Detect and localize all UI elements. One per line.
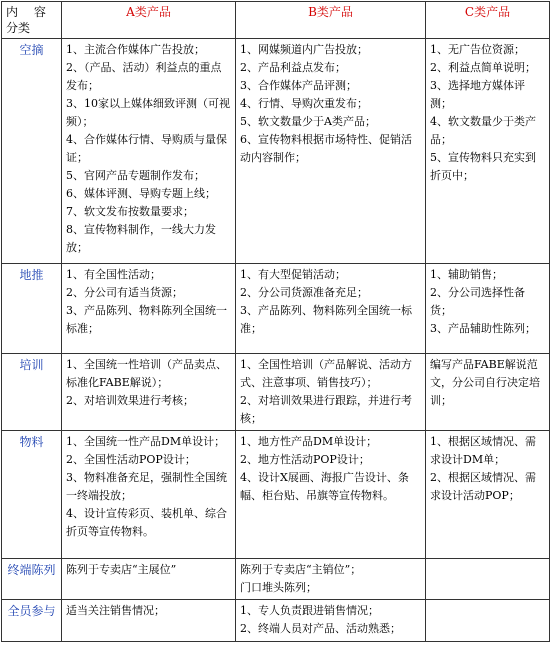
cell-line: 1、地方性产品DM单设计； xyxy=(240,435,378,448)
row-label: 物料 xyxy=(2,431,62,559)
cell-line: 3、合作媒体产品评测； xyxy=(240,79,357,92)
cell-line: 8、宣传物料制作，一线大力发放； xyxy=(66,223,216,254)
corner-header-line2: 分类 xyxy=(6,21,31,35)
cell-a xyxy=(62,600,236,642)
cell-line: 3、选择地方媒体评测； xyxy=(430,79,525,110)
cell-a xyxy=(62,354,236,431)
cell-line: 2、地方性活动POP设计； xyxy=(240,453,370,466)
cell-line: 6、宣传物料根据市场特性、促销活动内容制作； xyxy=(240,133,412,164)
cell-a xyxy=(62,39,236,264)
row-label: 地推 xyxy=(2,264,62,354)
cell-line: 2、产品利益点发布； xyxy=(240,61,346,74)
cell-line: 4、行情、导购次重发布； xyxy=(240,97,368,110)
row-label: 空摘 xyxy=(2,39,62,264)
cell-line: 6、媒体评测、导购专题上线； xyxy=(66,187,216,200)
cell-line: 3、物料准备充足，强制性全国统一终端投放； xyxy=(66,471,227,502)
cell-line: 适当关注销售情况； xyxy=(66,604,165,617)
cell-line: 2、终端人员对产品、活动熟悉； xyxy=(240,622,401,635)
cell-line: 1、专人负责跟进销售情况； xyxy=(240,604,379,617)
cell-a xyxy=(62,264,236,354)
cell-line: 4、设计宣传彩页、装机单、综合折页等宣传物料。 xyxy=(66,507,227,538)
cell-line: 3、产品陈列、物料陈列全国统一标准； xyxy=(66,304,227,335)
cell-line: 门口堆头陈列； xyxy=(240,581,317,594)
table-row xyxy=(2,559,550,600)
cell-b xyxy=(236,559,426,600)
cell-line: 5、软文数量少于A类产品； xyxy=(240,115,376,128)
table-row xyxy=(2,354,550,431)
cell-c xyxy=(426,559,550,600)
cell-line: 3、产品陈列、物料陈列全国统一标准； xyxy=(240,304,412,335)
cell-b xyxy=(236,431,426,559)
cell-b xyxy=(236,39,426,264)
cell-a xyxy=(62,559,236,600)
cell-line: 1、根据区域情况、需求设计DM单； xyxy=(430,435,536,466)
table-row xyxy=(2,264,550,354)
column-header-a: A类产品 xyxy=(62,2,236,39)
cell-line: 2、（产品、活动）利益点的重点发布； xyxy=(66,61,222,92)
cell-c xyxy=(426,39,550,264)
column-header-c: C类产品 xyxy=(426,2,550,39)
cell-line: 1、有大型促销活动； xyxy=(240,268,346,281)
cell-c xyxy=(426,431,550,559)
cell-line: 4、软文数量少于类产品； xyxy=(430,115,536,146)
cell-line: 2、对培训效果进行跟踪，并进行考核； xyxy=(240,394,412,425)
cell-line: 1、有全国性活动； xyxy=(66,268,161,281)
cell-line: 陈列于专卖店“主展位” xyxy=(66,563,177,576)
table-row xyxy=(2,39,550,264)
cell-line: 2、对培训效果进行考核； xyxy=(66,394,194,407)
cell-line: 1、全国统一性产品DM单设计； xyxy=(66,435,226,448)
cell-c xyxy=(426,264,550,354)
corner-header xyxy=(2,2,62,39)
cell-line: 1、辅助销售； xyxy=(430,268,503,281)
cell-line: 2、分公司有适当货源； xyxy=(66,286,183,299)
cell-line: 2、分公司货源准备充足； xyxy=(240,286,368,299)
cell-line: 1、全国性培训（产品解说、活动方式、注意事项、销售技巧）； xyxy=(240,358,412,389)
row-label: 全员参与 xyxy=(2,600,62,642)
cell-line: 1、全国统一性培训（产品卖点、标准化FABE解说）； xyxy=(66,358,227,389)
cell-line: 7、软文发布按数量要求； xyxy=(66,205,194,218)
cell-line: 2、分公司选择性备货； xyxy=(430,286,525,317)
header-row xyxy=(2,2,550,39)
cell-line: 4、合作媒体行情、导购质与量保证； xyxy=(66,133,227,164)
table-row xyxy=(2,431,550,559)
cell-line: 2、利益点简单说明； xyxy=(430,61,536,74)
table-row xyxy=(2,600,550,642)
cell-c xyxy=(426,600,550,642)
product-class-table xyxy=(1,1,550,642)
cell-line: 2、根据区域情况、需求设计活动POP； xyxy=(430,471,536,502)
corner-header-line1: 内 容 xyxy=(6,5,52,19)
row-label: 培训 xyxy=(2,354,62,431)
cell-line: 1、主流合作媒体广告投放； xyxy=(66,43,205,56)
cell-b xyxy=(236,264,426,354)
cell-b xyxy=(236,354,426,431)
cell-a xyxy=(62,431,236,559)
cell-b xyxy=(236,600,426,642)
cell-line: 5、官网产品专题制作发布； xyxy=(66,169,205,182)
row-label: 终端陈列 xyxy=(2,559,62,600)
column-header-b: B类产品 xyxy=(236,2,426,39)
cell-line: 4、设计X展画、海报广告设计、条幅、柜台贴、吊旗等宣传物料。 xyxy=(240,471,409,502)
cell-c xyxy=(426,354,550,431)
cell-line: 编写产品FABE解说范文，分公司自行决定培训； xyxy=(430,358,540,407)
cell-line: 1、网媒频道内广告投放； xyxy=(240,43,368,56)
cell-line: 3、产品辅助性陈列； xyxy=(430,322,536,335)
cell-line: 2、全国性活动POP设计； xyxy=(66,453,196,466)
cell-line: 5、宣传物料只充实到折页中； xyxy=(430,151,536,182)
cell-line: 3、10家以上媒体细致评测（可视频）； xyxy=(66,97,230,128)
cell-line: 1、无广告位资源； xyxy=(430,43,525,56)
cell-line: 陈列于专卖店“主销位”； xyxy=(240,563,362,576)
